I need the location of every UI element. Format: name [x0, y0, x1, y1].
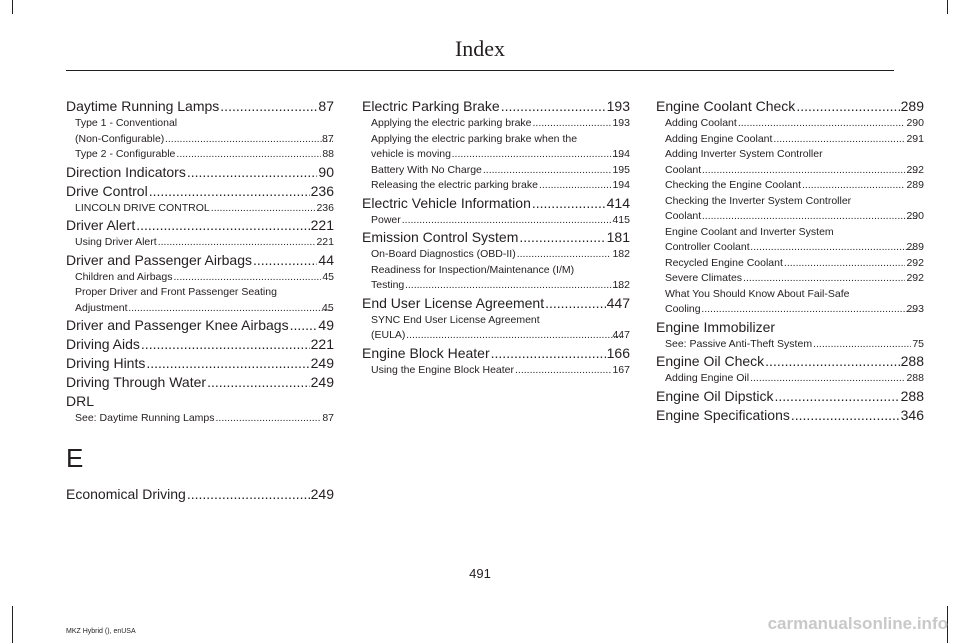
index-entry[interactable]: Driver and Passenger Knee Airbags ..... 49 — [66, 316, 334, 335]
index-entry[interactable]: Driving Through Water ..... 249 — [66, 373, 334, 392]
index-entry[interactable]: Engine Immobilizer — [656, 318, 776, 335]
index-subentry[interactable]: Applying the electric parking brake when the vehicle is moving ..... 194 — [362, 132, 630, 163]
index-subentry[interactable]: Releasing the electric parking brake ..... 194 — [362, 178, 630, 194]
page-title: Index — [454, 36, 506, 61]
section-letter: E — [66, 442, 84, 473]
index-subentry[interactable]: LINCOLN DRIVE CONTROL ..... 236 — [66, 201, 334, 217]
index-subentry[interactable]: Adding Engine Coolant ..... 291 — [656, 132, 924, 148]
index-subentry[interactable]: See: Passive Anti-Theft System ..... 75 — [656, 337, 924, 353]
index-entry[interactable]: Driving Aids ..... 221 — [66, 335, 334, 354]
index-entry[interactable]: Driver and Passenger Airbags ..... 44 — [66, 251, 334, 270]
index-subentry[interactable]: Checking the Engine Coolant ..... 289 — [656, 178, 924, 194]
index-entry[interactable]: DRL — [66, 393, 95, 409]
page-number: 491 — [469, 566, 491, 581]
index-subentry[interactable]: Readiness for Inspection/Maintenance (I/M) Testing ..... 182 — [362, 263, 630, 294]
index-entry[interactable]: Engine Oil Dipstick ..... 288 — [656, 387, 924, 406]
watermark: carmanualsonline.info — [767, 614, 948, 633]
index-subentry[interactable]: Engine Coolant and Inverter System Controller Coolant ..... 289 — [656, 225, 924, 256]
index-subentry[interactable]: Adding Coolant ..... 290 — [656, 116, 924, 132]
index-entry[interactable]: Electric Parking Brake ..... 193 — [362, 97, 630, 116]
index-entry[interactable]: Daytime Running Lamps ..... 87 — [66, 97, 334, 116]
index-entry[interactable]: Drive Control ..... 236 — [66, 182, 334, 201]
index-subentry[interactable]: Applying the electric parking brake ..... 193 — [362, 116, 630, 132]
index-entry[interactable]: Driving Hints ..... 249 — [66, 354, 334, 373]
index-entry[interactable]: Economical Driving ..... 249 — [66, 485, 334, 504]
index-subentry[interactable]: Type 1 - Conventional (Non-Configurable) ..... 87 — [66, 116, 334, 147]
index-entry[interactable]: Engine Block Heater ..... 166 — [362, 344, 630, 363]
index-entry[interactable]: Engine Coolant Check ..... 289 — [656, 97, 924, 116]
index-subentry[interactable]: Children and Airbags ..... 45 — [66, 270, 334, 286]
index-subentry[interactable]: Proper Driver and Front Passenger Seating Adjustment ..... 45 — [66, 285, 334, 316]
crop-mark-bottom-left — [12, 606, 13, 643]
index-entry[interactable]: Emission Control System ..... 181 — [362, 228, 630, 247]
index-subentry[interactable]: Power ..... 415 — [362, 213, 630, 229]
index-subentry[interactable]: What You Should Know About Fail-Safe Cooling ..... 293 — [656, 287, 924, 318]
crop-mark-top-right — [947, 0, 948, 14]
index-subentry[interactable]: Type 2 - Configurable ..... 88 — [66, 147, 334, 163]
index-entry[interactable]: Electric Vehicle Information ..... 414 — [362, 194, 630, 213]
index-subentry[interactable]: On-Board Diagnostics (OBD-II) ..... 182 — [362, 247, 630, 263]
index-entry[interactable]: End User License Agreement ..... 447 — [362, 294, 630, 313]
index-subentry[interactable]: Adding Engine Oil ..... 288 — [656, 371, 924, 387]
index-subentry[interactable]: Battery With No Charge ..... 195 — [362, 163, 630, 179]
index-column-3 — [656, 97, 924, 425]
index-entry[interactable]: Engine Specifications ..... 346 — [656, 406, 924, 425]
index-subentry[interactable]: SYNC End User License Agreement (EULA) ..... 447 — [362, 313, 630, 344]
index-entry[interactable]: Engine Oil Check ..... 288 — [656, 352, 924, 371]
footer-text: MKZ Hybrid (), enUSA — [66, 628, 136, 635]
index-subentry[interactable]: Adding Inverter System Controller Coolant ..... 292 — [656, 147, 924, 178]
index-entry[interactable]: Direction Indicators ..... 90 — [66, 163, 334, 182]
index-column-2 — [362, 97, 630, 378]
crop-mark-top-left — [12, 0, 13, 14]
index-subentry[interactable]: Using Driver Alert ..... 221 — [66, 235, 334, 251]
index-subentry[interactable]: Recycled Engine Coolant ..... 292 — [656, 256, 924, 272]
index-subentry[interactable]: Checking the Inverter System Controller Coolant ..... 290 — [656, 194, 924, 225]
index-subentry[interactable]: Using the Engine Block Heater ..... 167 — [362, 363, 630, 379]
header-rule — [66, 70, 894, 71]
index-entry[interactable]: Driver Alert ..... 221 — [66, 216, 334, 235]
index-subentry[interactable]: Severe Climates ..... 292 — [656, 271, 924, 287]
index-column-1 — [66, 97, 334, 504]
index-subentry[interactable]: See: Daytime Running Lamps ..... 87 — [66, 411, 334, 427]
